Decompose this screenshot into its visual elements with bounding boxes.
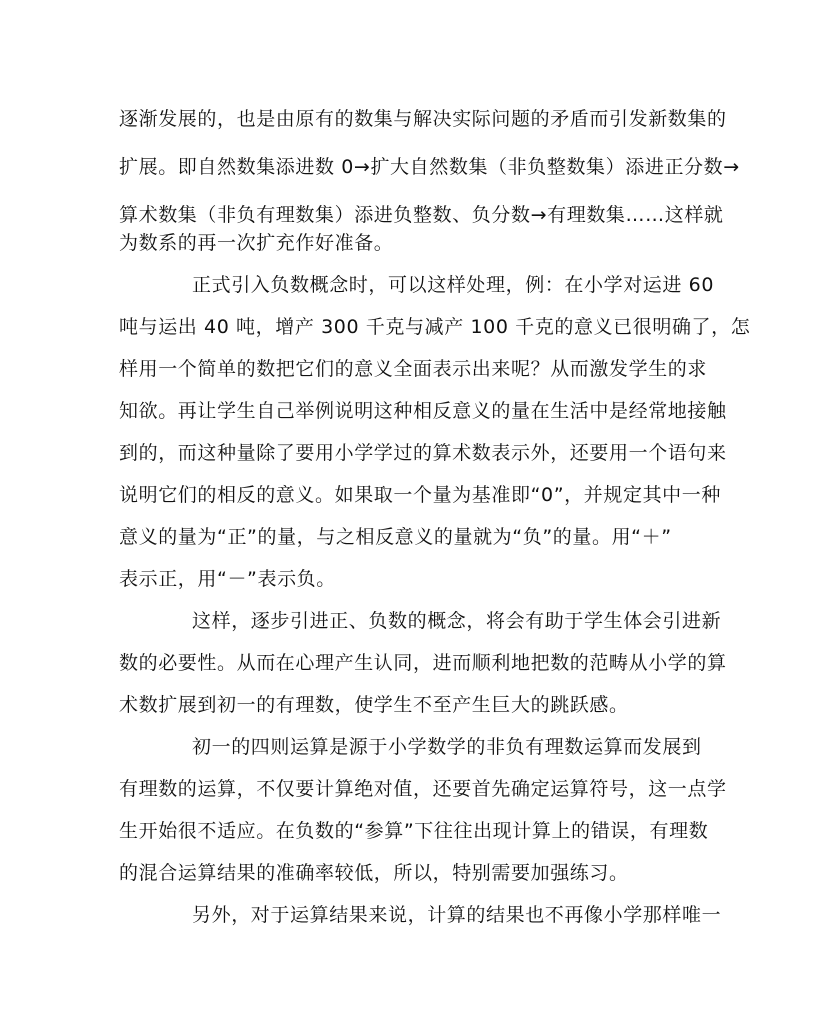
text-line: 的混合运算结果的准确率较低，所以，特别需要加强练习。: [119, 862, 629, 884]
text-line: 生开始很不适应。在负数的“参算”下往往出现计算上的错误，有理数: [119, 820, 709, 842]
text-line: 这样，逐步引进正、负数的概念，将会有助于学生体会引进新: [192, 610, 722, 632]
text-line: 为数系的再一次扩充作好准备。: [119, 232, 394, 254]
text-line: 正式引入负数概念时，可以这样处理，例：在小学对运进 60: [192, 274, 715, 296]
text-line: 吨与运出 40 吨，增产 300 千克与减产 100 千克的意义已很明确了，怎: [119, 316, 751, 338]
text-line: 说明它们的相反的意义。如果取一个量为基准即“0”，并规定其中一种: [119, 484, 721, 506]
text-line: 逐渐发展的，也是由原有的数集与解决实际问题的矛盾而引发新数集的: [119, 108, 727, 130]
text-line: 样用一个简单的数把它们的意义全面表示出来呢？从而激发学生的求: [119, 358, 708, 380]
text-line: 有理数的运算，不仅要计算绝对值，还要首先确定运算符号，这一点学: [119, 778, 727, 800]
text-line: 表示正，用“－”表示负。: [119, 568, 336, 590]
text-line: 术数扩展到初一的有理数，使学生不至产生巨大的跳跃感。: [119, 694, 629, 716]
text-line: 扩展。即自然数集添进数 0→扩大自然数集（非负整数集）添进正分数→: [119, 156, 740, 178]
text-line: 到的，而这种量除了要用小学学过的算术数表示外，还要用一个语句来: [119, 442, 727, 464]
text-line: 另外，对于运算结果来说，计算的结果也不再像小学那样唯一: [192, 904, 722, 926]
text-line: 意义的量为“正”的量，与之相反意义的量就为“负”的量。用“＋”: [119, 526, 672, 548]
text-line: 数的必要性。从而在心理产生认同，进而顺利地把数的范畴从小学的算: [119, 652, 727, 674]
text-line: 初一的四则运算是源于小学数学的非负有理数运算而发展到: [192, 736, 702, 758]
text-line: 知欲。再让学生自己举例说明这种相反意义的量在生活中是经常地接触: [119, 400, 727, 422]
text-line: 算术数集（非负有理数集）添进负整数、负分数→有理数集……这样就: [119, 204, 724, 226]
